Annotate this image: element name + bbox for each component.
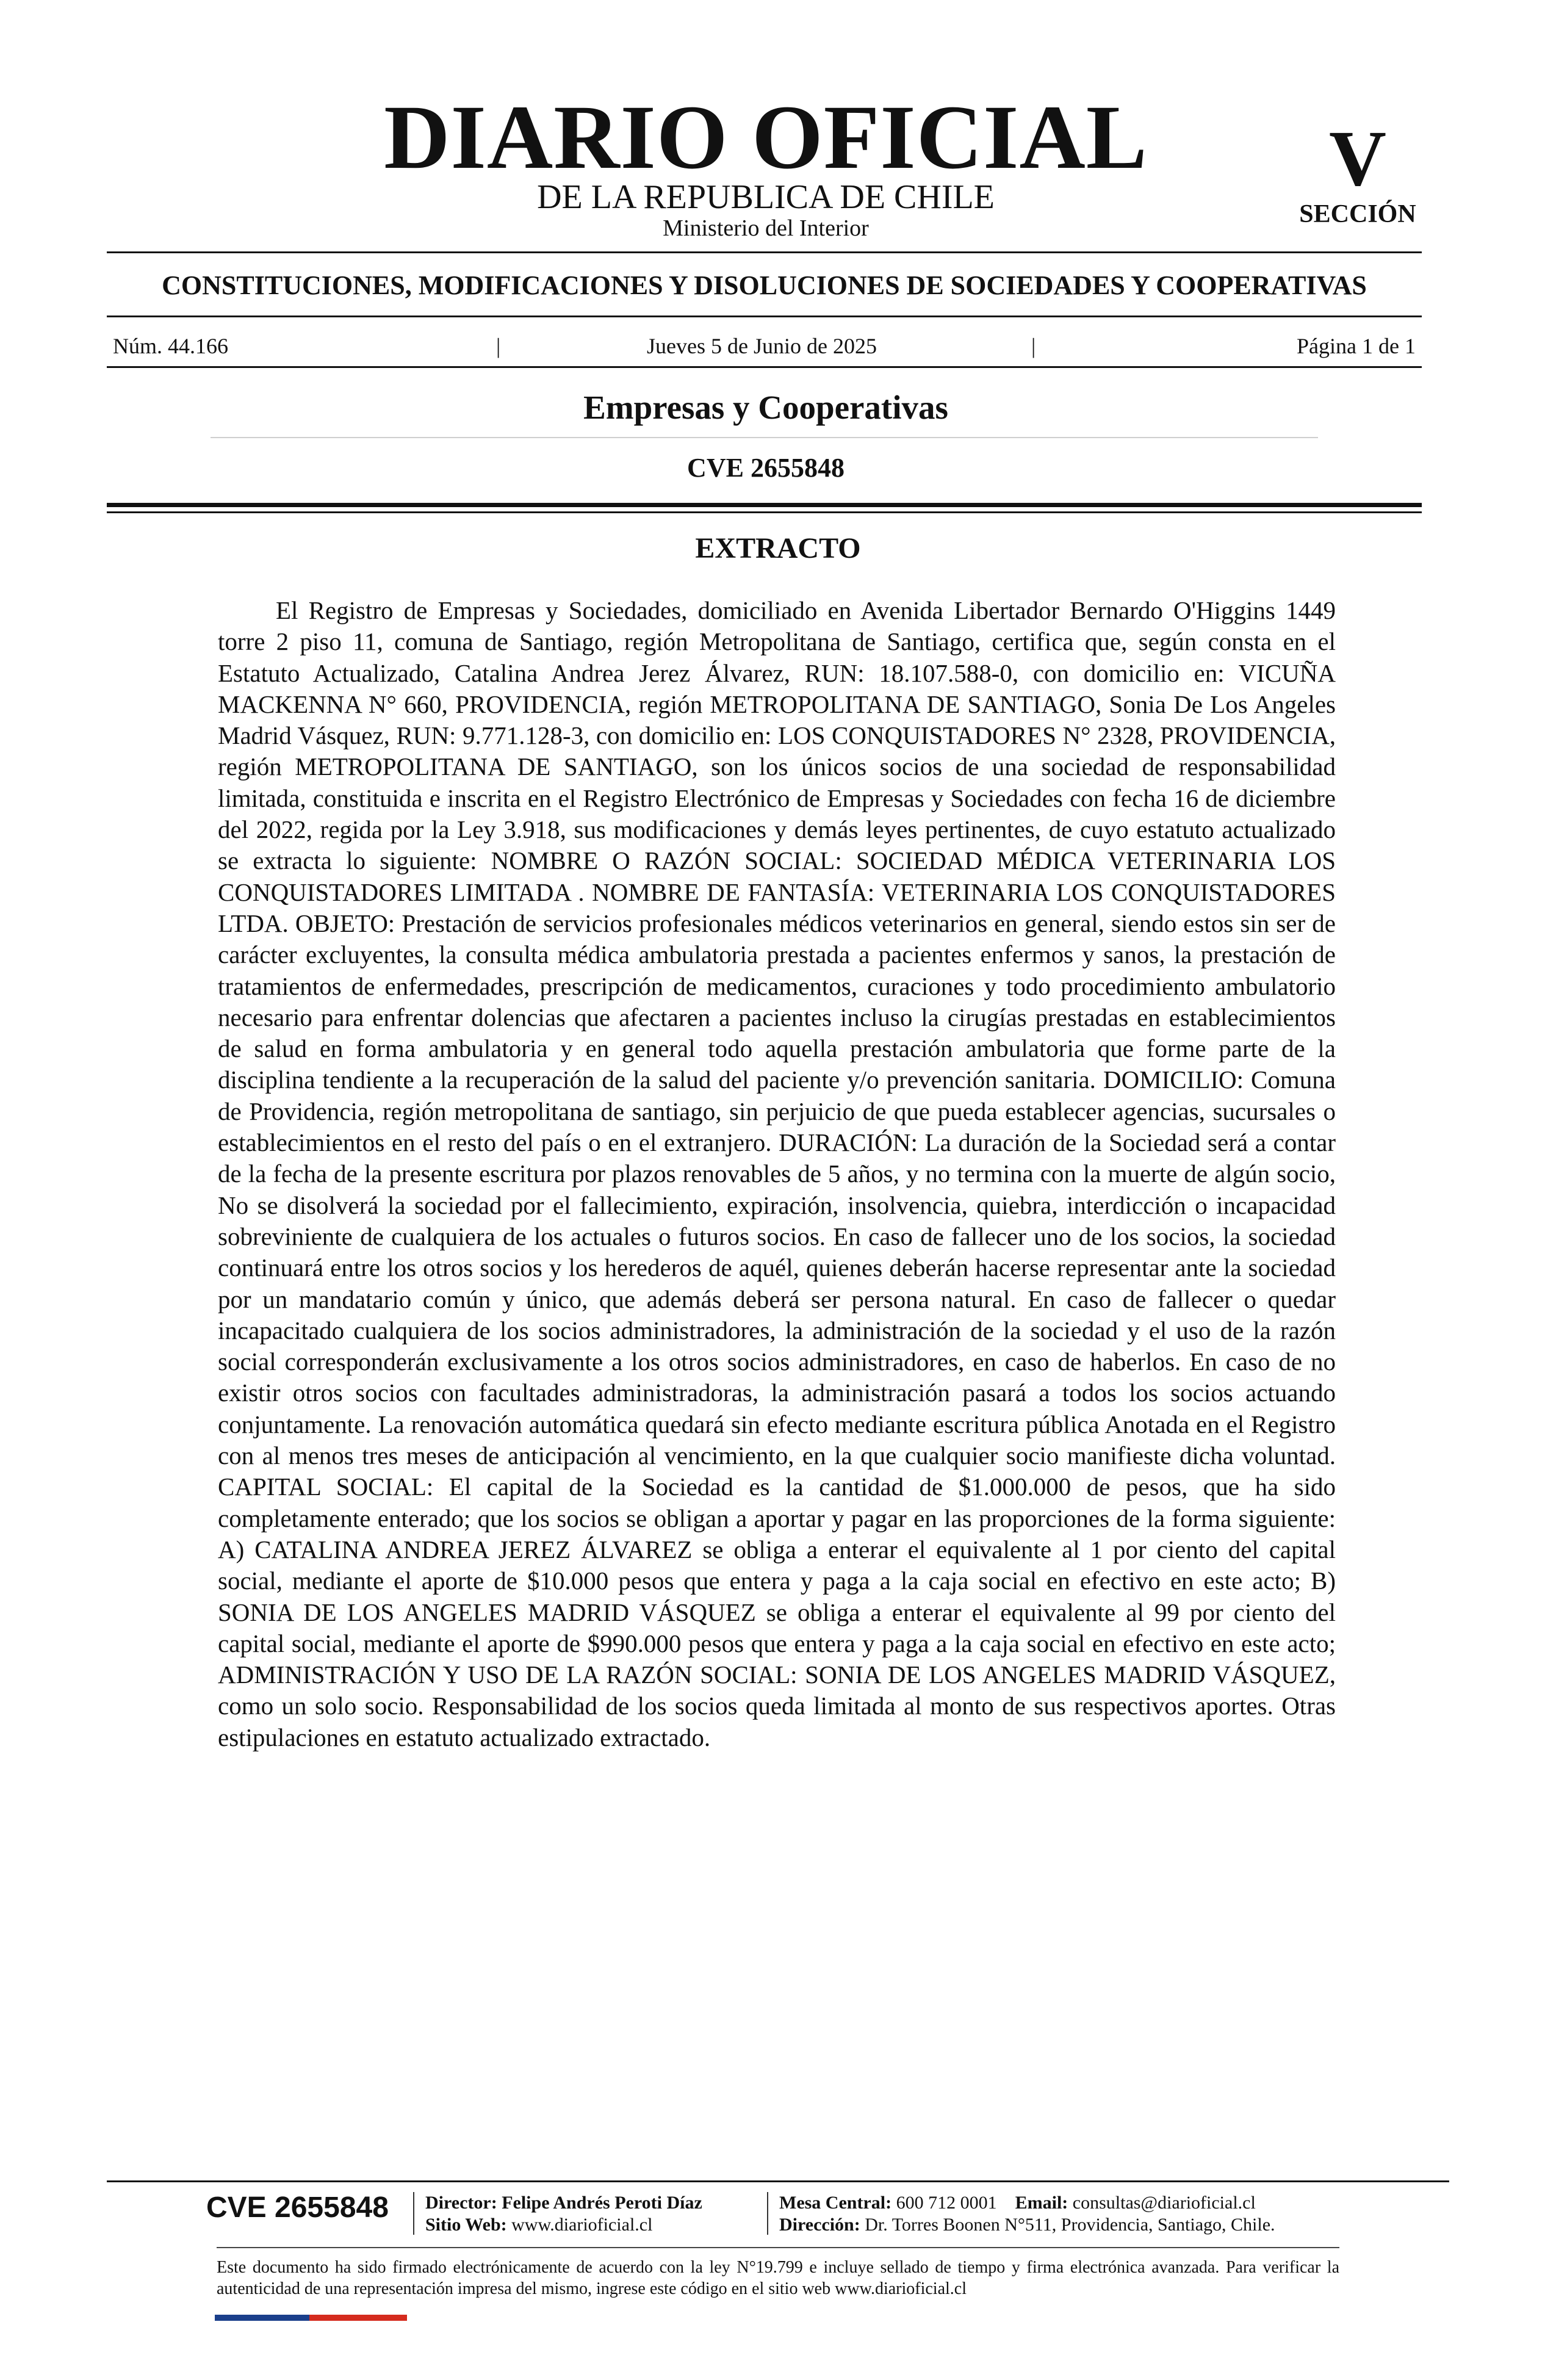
footer-rule bbox=[107, 2180, 1449, 2182]
website-label: Sitio Web: bbox=[425, 2215, 507, 2235]
issue-date: Jueves 5 de Junio de 2025 bbox=[647, 334, 877, 358]
masthead-subtitle: DE LA REPUBLICA DE CHILE bbox=[537, 178, 995, 216]
section-word: SECCIÓN bbox=[1299, 200, 1416, 228]
signature-note: Este documento ha sido firmado electrónicamente de acuerdo con la ley N°19.799 e incluye sellado de tiempo y firma electrónica avanzada. Para verificar la autenticidad de una representación impresa del mismo, ingrese este código en el sitio web www.diarioficial.cl bbox=[217, 2258, 1339, 2298]
footer-cve-code: CVE 2655848 bbox=[206, 2191, 389, 2224]
issue-info-bar bbox=[110, 334, 1419, 358]
section-title: Empresas y Cooperativas bbox=[583, 389, 948, 426]
category-top-rule bbox=[107, 251, 1422, 253]
double-rule-thick bbox=[107, 503, 1422, 507]
double-rule-thin bbox=[107, 511, 1422, 513]
phone-label: Mesa Central: bbox=[779, 2193, 892, 2213]
section-divider bbox=[211, 437, 1318, 438]
info-separator: | bbox=[496, 334, 501, 358]
info-separator: | bbox=[1031, 334, 1036, 358]
issue-number: Núm. 44.166 bbox=[113, 334, 228, 358]
category-bottom-rule bbox=[107, 316, 1422, 317]
section-letter: V bbox=[1329, 115, 1386, 203]
address-text: Dr. Torres Boonen N°511, Providencia, Santiago, Chile. bbox=[865, 2215, 1275, 2235]
footer-director-block bbox=[425, 2192, 702, 2236]
director-label: Director: bbox=[425, 2193, 497, 2213]
footer-contact-block bbox=[779, 2192, 1275, 2236]
footer-separator bbox=[413, 2192, 414, 2235]
phone-number: 600 712 0001 bbox=[896, 2193, 997, 2213]
flag-stripe-red bbox=[309, 2315, 407, 2321]
document-title: EXTRACTO bbox=[695, 532, 861, 564]
email-label: Email: bbox=[1015, 2193, 1068, 2213]
masthead-title: DIARIO OFICIAL bbox=[384, 87, 1148, 188]
ministry-label: Ministerio del Interior bbox=[663, 215, 869, 241]
email-link[interactable]: consultas@diarioficial.cl bbox=[1072, 2193, 1256, 2213]
cve-heading: CVE 2655848 bbox=[687, 453, 845, 483]
category-heading: CONSTITUCIONES, MODIFICACIONES Y DISOLUCIONES DE SOCIEDADES Y COOPERATIVAS bbox=[162, 270, 1367, 300]
flag-stripe-blue bbox=[215, 2315, 309, 2321]
extract-body bbox=[218, 595, 1336, 1753]
extract-paragraph: El Registro de Empresas y Sociedades, domiciliado en Avenida Libertador Bernardo O'Higgins 1449 torre 2 piso 11, comuna de Santiago, región Metropolitana de Santiago, certifica que, según consta en el Estatuto Actualizado, Catalina Andrea Jerez Álvarez, RUN: 18.107.588-0, con domicilio en: VICUÑA MACKENNA N° 660, PROVIDENCIA, región METROPOLITANA DE SANTIAGO, Sonia De Los Angeles Madrid Vásquez, RUN: 9.771.128-3, con domicilio en: LOS CONQUISTADORES N° 2328, PROVIDENCIA, región METROPOLITANA DE SANTIAGO, son los únicos socios de una sociedad de responsabilidad limitada, constituida e inscrita en el Registro Electrónico de Empresas y Sociedades con fecha 16 de diciembre del 2022, regida por la Ley 3.918, sus modificaciones y demás leyes pertinentes, de cuyo estatuto actualizado se extracta lo siguiente: NOMBRE O RAZÓN SOCIAL: SOCIEDAD MÉDICA VETERINARIA LOS CONQUISTADORES LIMITADA . NOMBRE DE FANTASÍA: VETERINARIA LOS CONQUISTADORES LTDA. OBJETO: Prestación de servicios profesionales médicos veterinarios en general, siendo estos sin ser de carácter excluyentes, la consulta médica ambulatoria prestada a pacientes enfermos y sanos, la prestación de tratamientos de enfermedades, prescripción de medicamentos, curaciones y todo procedimiento ambulatorio necesario para enfrentar dolencias que afectaren a pacientes incluso la cirugías prestadas en establecimientos de salud en forma ambulatoria y en general todo aquella prestación ambulatoria que forme parte de la disciplina tendiente a la recuperación de la salud del paciente y/o prevención sanitaria. DOMICILIO: Comuna de Providencia, región metropolitana de santiago, sin perjuicio de que pueda establecer agencias, sucursales o establecimientos en el resto del país o en el extranjero. DURACIÓN: La duración de la Sociedad será a contar de la fecha de la presente escritura por plazos renovables de 5 años, y no termina con la muerte de algún socio, No se disolverá la sociedad por el fallecimiento, expiración, insolvencia, quiebra, interdicción o incapacidad sobreviniente de cualquiera de los actuales o futuros socios. En caso de fallecer uno de los socios, la sociedad continuará entre los otros socios y los herederos de aquél, quienes deberán hacerse representar ante la sociedad por un mandatario común y único, que además deberá ser persona natural. En caso de fallecer o quedar incapacitado cualquiera de los socios administradores, la administración de la sociedad y el uso de la razón social corresponderán exclusivamente a los otros socios administradores, en caso de haberlos. En caso de no existir otros socios con facultades administradoras, la administración pasará a todos los socios actuando conjuntamente. La renovación automática quedará sin efecto mediante escritura pública Anotada en el Registro con al menos tres meses de anticipación al vencimiento, en la que cualquier socio manifieste dicha voluntad. CAPITAL SOCIAL: El capital de la Sociedad es la cantidad de $1.000.000 de pesos, que ha sido completamente enterado; que los socios se obligan a aportar y pagar en las proporciones de la forma siguiente: A) CATALINA ANDREA JEREZ ÁLVAREZ se obliga a enterar el equivalente al 1 por ciento del capital social, mediante el aporte de $10.000 pesos que entera y paga a la caja social en efectivo en este acto; B) SONIA DE LOS ANGELES MADRID VÁSQUEZ se obliga a enterar el equivalente al 99 por ciento del capital social, mediante el aporte de $990.000 pesos que entera y paga a la caja social en efectivo en este acto; ADMINISTRACIÓN Y USO DE LA RAZÓN SOCIAL: SONIA DE LOS ANGELES MADRID VÁSQUEZ, como un solo socio. Responsabilidad de los socios queda limitada al monto de sus respectivos aportes. Otras estipulaciones en estatuto actualizado extractado. bbox=[218, 596, 1336, 1751]
footer-separator bbox=[767, 2192, 768, 2235]
address-label: Dirección: bbox=[779, 2215, 860, 2235]
infobar-bottom-rule bbox=[107, 366, 1422, 368]
website-link[interactable]: www.diarioficial.cl bbox=[511, 2215, 653, 2235]
director-name: Felipe Andrés Peroti Díaz bbox=[502, 2193, 702, 2213]
footer-bottom-rule bbox=[217, 2247, 1339, 2248]
page-indicator: Página 1 de 1 bbox=[1297, 334, 1416, 358]
